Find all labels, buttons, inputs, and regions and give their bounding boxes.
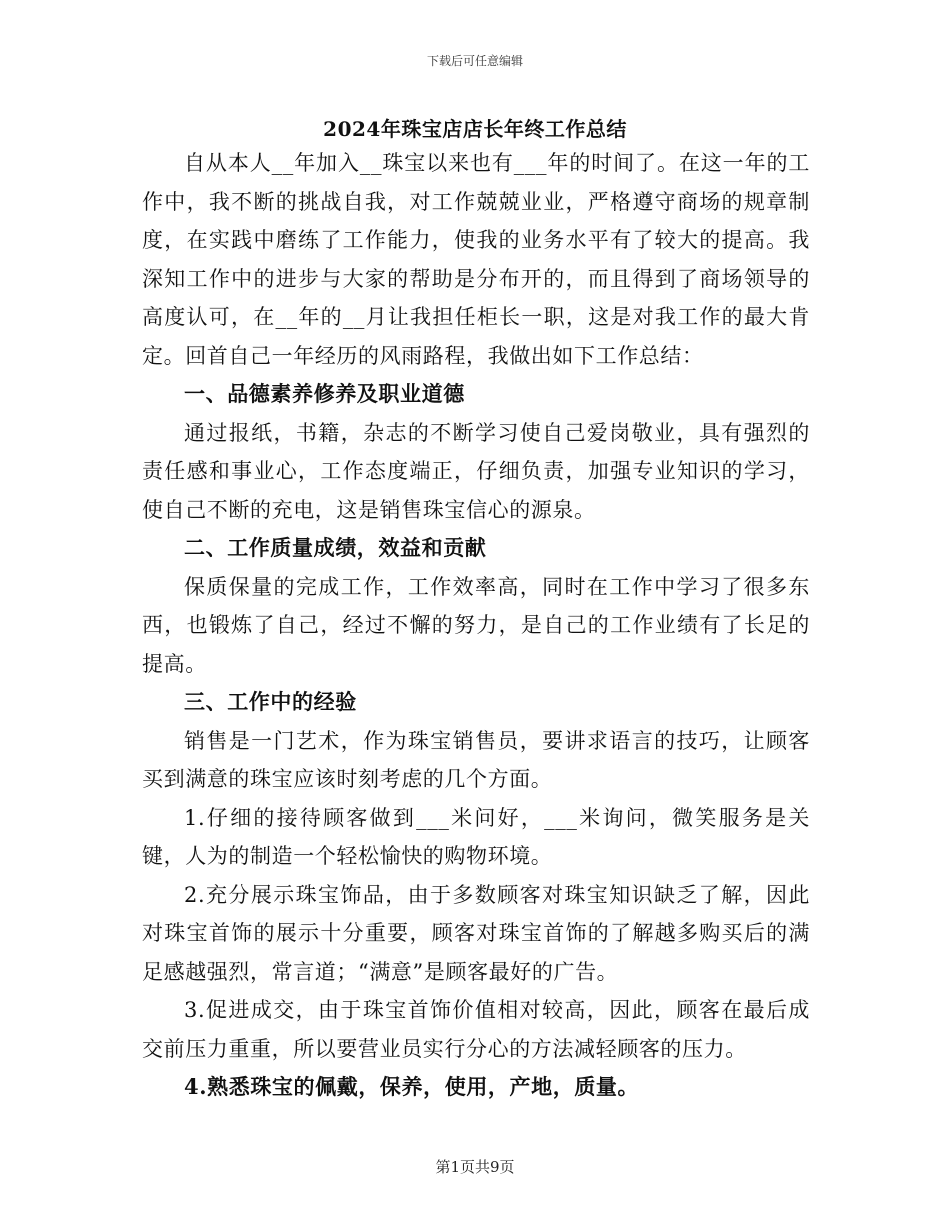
section-1-paragraph: 通过报纸，书籍，杂志的不断学习使自己爱岗敬业，具有强烈的责任感和事业心，工作态度端正，仔细负责，加强专业知识的学习，使自己不断的充电，这是销售珠宝信心的源泉。 bbox=[142, 420, 810, 522]
section-1-heading: 一、品德素养修养及职业道德 bbox=[184, 381, 465, 406]
document-body bbox=[142, 144, 810, 1107]
intro-paragraph: 自从本人__年加入__珠宝以来也有___年的时间了。在这一年的工作中，我不断的挑战自我，对工作兢兢业业，严格遵守商场的规章制度，在实践中磨练了工作能力，使我的业务水平有了较大的提高。我深知工作中的进步与大家的帮助是分布开的，而且得到了商场领导的高度认可，在__年的__月让我担任柜长一职，这是对我工作的最大肯定。回首自己一年经历的风雨路程，我做出如下工作总结： bbox=[142, 151, 810, 368]
section-3-paragraph: 销售是一门艺术，作为珠宝销售员，要讲求语言的技巧，让顾客买到满意的珠宝应该时刻考虑的几个方面。 bbox=[142, 728, 810, 791]
section-3-heading: 三、工作中的经验 bbox=[184, 689, 357, 714]
section-2-paragraph: 保质保量的完成工作，工作效率高，同时在工作中学习了很多东西，也锻炼了自己，经过不懈的努力，是自己的工作业绩有了长足的提高。 bbox=[142, 574, 810, 676]
page-header-note: 下载后可任意编辑 bbox=[426, 54, 523, 68]
list-item-3: 3.促进成交，由于珠宝首饰价值相对较高，因此，顾客在最后成交前压力重重，所以要营业员实行分心的方法减轻顾客的压力。 bbox=[142, 998, 810, 1061]
list-item-1: 1.仔细的接待顾客做到___米问好，___米询问，微笑服务是关键，人为的制造一个轻松愉快的购物环境。 bbox=[142, 805, 810, 868]
section-2-heading: 二、工作质量成绩，效益和贡献 bbox=[184, 535, 487, 560]
page-footer-number: 第1页共9页 bbox=[435, 1158, 515, 1176]
list-item-4: 4.熟悉珠宝的佩戴，保养，使用，产地，质量。 bbox=[184, 1074, 640, 1099]
list-item-2: 2.充分展示珠宝饰品，由于多数顾客对珠宝知识缺乏了解，因此对珠宝首饰的展示十分重要，顾客对珠宝首饰的了解越多购买后的满足感越强烈，常言道；“满意”是顾客最好的广告。 bbox=[142, 882, 810, 984]
document-title: 2024年珠宝店店长年终工作总结 bbox=[323, 117, 627, 141]
